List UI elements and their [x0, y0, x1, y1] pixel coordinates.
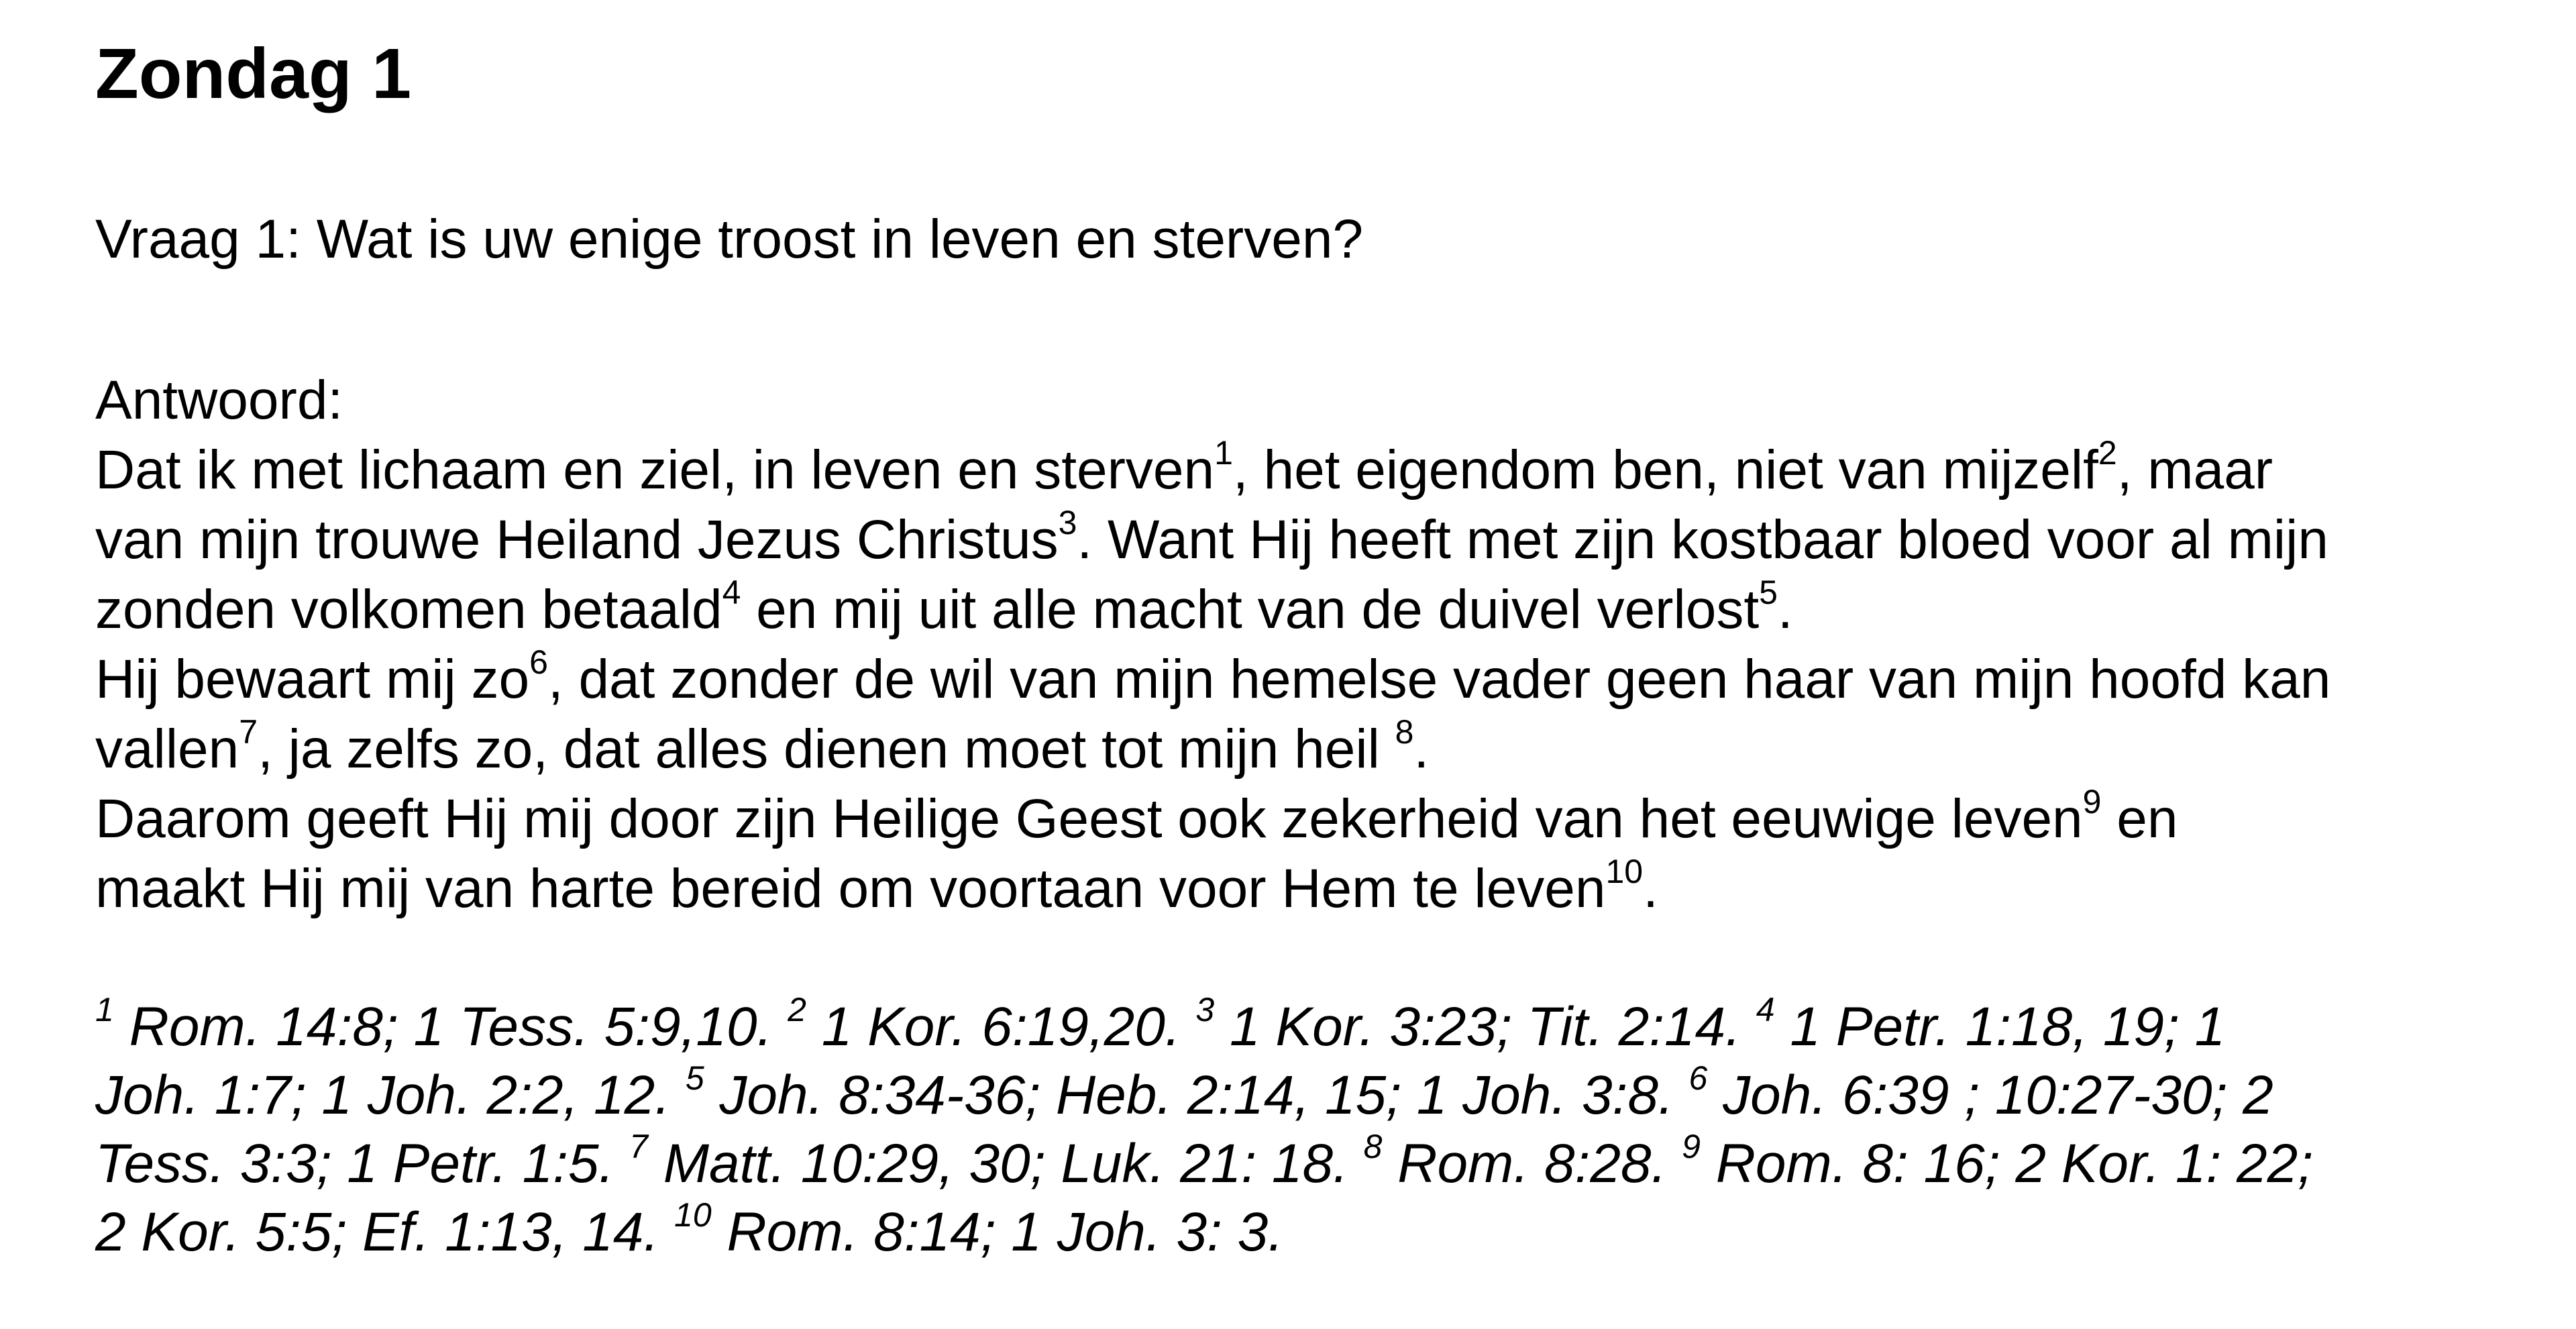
text-run: Joh. 6:39 ; 10:27-30; 2: [1707, 1065, 2273, 1126]
answer-paragraph-2: [95, 645, 2551, 784]
text-run: 1 Kor. 6:19,20.: [806, 996, 1196, 1057]
reference-line: [95, 1061, 2551, 1130]
footnote-marker: 5: [685, 1059, 704, 1097]
text-run: Rom. 8:14; 1 Joh. 3: 3.: [711, 1202, 1284, 1263]
document-page: [95, 30, 2551, 1263]
text-run: .: [1643, 858, 1658, 919]
answer-paragraph-3: [95, 784, 2551, 924]
footnote-references: [95, 990, 2551, 1267]
footnote-marker: 1: [1214, 433, 1233, 472]
answer-line: [95, 505, 2551, 575]
text-run: .: [1413, 719, 1430, 780]
footnote-marker: 10: [1605, 852, 1644, 890]
footnote-marker: 1: [95, 990, 114, 1028]
footnote-marker: 5: [1759, 573, 1778, 611]
answer-section: [95, 366, 2551, 924]
reference-line: [95, 1195, 2551, 1267]
text-run: 1 Petr. 1:18, 19; 1: [1774, 996, 2226, 1057]
footnote-marker: 6: [529, 643, 548, 681]
text-run: maakt Hij mij van harte bereid om voortaan voor Hem te leven: [95, 858, 1606, 919]
text-run: en: [2101, 788, 2178, 849]
answer-line: [95, 435, 2551, 505]
footnote-marker: 4: [722, 573, 741, 611]
reference-line: [95, 990, 2551, 1061]
footnote-marker: 2: [2098, 433, 2117, 472]
text-run: .: [1777, 579, 1793, 640]
text-run: , ja zelfs zo, dat alles dienen moet tot mijn heil: [258, 719, 1395, 780]
text-run: Daarom geeft Hij mij door zijn Heilige Geest ook zekerheid van het eeuwige leven: [95, 788, 2083, 849]
answer-line: [95, 714, 2551, 784]
footnote-marker: 9: [2082, 782, 2102, 820]
text-run: zonden volkomen betaald: [95, 579, 722, 640]
text-run: . Want Hij heeft met zijn kostbaar bloed voor al mijn: [1077, 509, 2328, 570]
footnote-marker: 7: [629, 1127, 648, 1165]
text-run: Dat ik met lichaam en ziel, in leven en sterven: [95, 439, 1215, 500]
text-run: Tess. 3:3; 1 Petr. 1:5.: [95, 1133, 630, 1194]
text-run: Joh. 8:34-36; Heb. 2:14, 15; 1 Joh. 3:8.: [704, 1065, 1689, 1126]
text-run: vallen: [95, 719, 239, 780]
answer-paragraph-1: [95, 435, 2551, 645]
text-run: en mij uit alle macht van de duivel verlost: [741, 579, 1760, 640]
footnote-marker: 7: [239, 712, 258, 751]
text-run: Rom. 8: 16; 2 Kor. 1: 22;: [1700, 1133, 2313, 1194]
text-run: , dat zonder de wil van mijn hemelse vader geen haar van mijn hoofd kan: [547, 649, 2331, 710]
footnote-marker: 9: [1682, 1127, 1701, 1165]
answer-label: Antwoord:: [95, 370, 343, 431]
text-run: Rom. 14:8; 1 Tess. 5:9,10.: [113, 996, 788, 1057]
question-text: Vraag 1: Wat is uw enige troost in leven en sterven?: [95, 209, 1364, 270]
text-run: Joh. 1:7; 1 Joh. 2:2, 12.: [95, 1065, 686, 1126]
footnote-marker: 3: [1058, 503, 1077, 541]
footnote-marker: 10: [674, 1195, 712, 1234]
answer-line: [95, 575, 2551, 645]
text-run: 1 Kor. 3:23; Tit. 2:14.: [1214, 996, 1756, 1057]
text-run: van mijn trouwe Heiland Jezus Christus: [95, 509, 1059, 570]
text-run: , het eigendom ben, niet van mijzelf: [1232, 439, 2098, 500]
text-run: Rom. 8:28.: [1382, 1133, 1682, 1194]
footnote-marker: 4: [1756, 990, 1775, 1028]
text-run: Matt. 10:29, 30; Luk. 21: 18.: [647, 1133, 1364, 1194]
answer-line: [95, 784, 2551, 854]
reference-line: [95, 1127, 2551, 1198]
page-title: Zondag 1: [95, 34, 412, 113]
answer-line: [95, 645, 2551, 714]
footnote-marker: 6: [1688, 1059, 1708, 1097]
footnote-marker: 3: [1195, 990, 1215, 1028]
footnote-marker: 8: [1395, 712, 1414, 751]
text-run: Hij bewaart mij zo: [95, 649, 530, 710]
text-run: 2 Kor. 5:5; Ef. 1:13, 14.: [95, 1202, 675, 1263]
text-run: , maar: [2116, 439, 2273, 500]
footnote-marker: 2: [788, 990, 806, 1028]
footnote-marker: 8: [1363, 1127, 1383, 1165]
answer-line: [95, 854, 2551, 924]
